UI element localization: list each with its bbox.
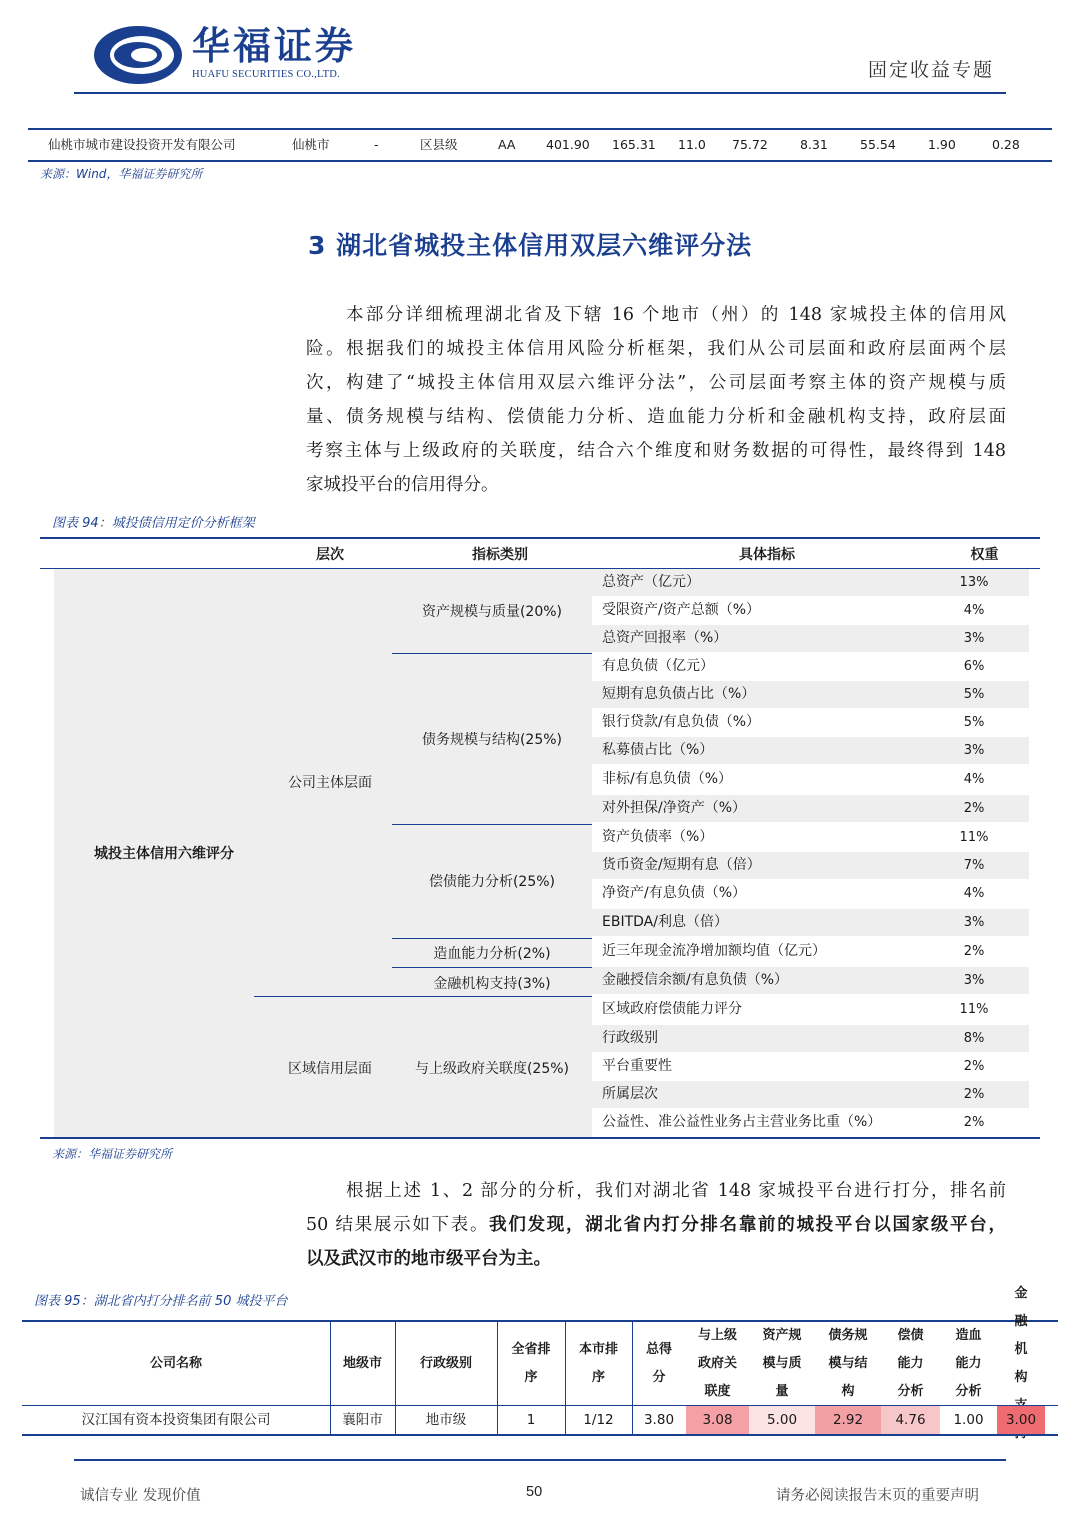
indicator-weight: 11% [959, 830, 989, 845]
indicator-name: 银行贷款/有息负债（%） [602, 714, 761, 730]
paragraph-line: 险。根据我们的城投主体信用风险分析框架，我们从公司层面和政府层面两个层 [306, 339, 1006, 359]
indicator-row [592, 967, 1029, 994]
indicator-name: 私募债占比（%） [602, 742, 714, 758]
column-header: 造血能力分析 [955, 1327, 982, 1399]
cell-dash: - [374, 137, 379, 152]
indicator-row [592, 824, 1029, 851]
ranking-cell: 4.76 [881, 1406, 940, 1434]
indicator-name: 净资产/有息负债（%） [602, 885, 747, 901]
category-cashflow: 造血能力分析(2%) [433, 946, 551, 962]
column-header: 全省排序 [511, 1341, 551, 1385]
ranking-cell: 2.92 [815, 1406, 881, 1434]
indicator-name: 非标/有息负债（%） [602, 771, 733, 787]
ranking-cell: 3.08 [686, 1406, 749, 1434]
indicator-name: 公益性、准公益性业务占主营业务比重（%） [602, 1114, 882, 1130]
paragraph-line: 根据上述 1、2 部分的分析，我们对湖北省 148 家城投平台进行打分，排名前 [346, 1181, 1006, 1201]
indicator-weight: 2% [963, 944, 985, 959]
header-category: 指标类别 [472, 547, 528, 563]
header-weight: 权重 [970, 547, 999, 563]
paragraph-line: 考察主体与上级政府的关联度，结合六个维度和财务数据的可得性，最终得到 148 [306, 441, 1006, 461]
figure-94-source: 来源：华福证券研究所 [52, 1147, 173, 1161]
indicator-weight: 4% [963, 772, 985, 787]
indicator-name: 所属层次 [602, 1086, 658, 1102]
intro-paragraph [306, 298, 1006, 502]
category-solvency: 偿债能力分析(25%) [428, 874, 556, 890]
indicator-weight: 3% [963, 973, 985, 988]
cell-value: 1.90 [928, 137, 956, 152]
indicator-name: 行政级别 [602, 1030, 658, 1046]
indicator-weight: 2% [963, 801, 985, 816]
indicator-weight: 2% [963, 1115, 985, 1130]
indicator-weight: 3% [963, 743, 985, 758]
column-header: 地级市 [342, 1355, 382, 1371]
cell-company: 仙桃市城市建设投资开发有限公司 [48, 137, 236, 152]
category-debt: 债务规模与结构(25%) [421, 732, 563, 748]
indicator-row [592, 737, 1029, 764]
footer-disclaimer: 请务必阅读报告末页的重要声明 [776, 1488, 979, 1504]
figure-94-caption: 图表 94：城投债信用定价分析框架 [52, 516, 255, 531]
cell-value: 8.31 [800, 137, 828, 152]
indicator-row [592, 597, 1029, 624]
indicator-row [592, 938, 1029, 965]
indicator-weight: 13% [959, 575, 989, 590]
indicator-weight: 3% [963, 631, 985, 646]
paragraph-text: 50 结果展示如下表。 [306, 1215, 490, 1235]
indicator-row [592, 625, 1029, 652]
paragraph-line: 本部分详细梳理湖北省及下辖 16 个地市（州）的 148 家城投主体的信用风 [346, 305, 1006, 325]
ranking-cell: 1 [526, 1412, 536, 1428]
ranking-cell: 5.00 [749, 1406, 815, 1434]
indicator-row [592, 1053, 1029, 1080]
footer-slogan: 诚信专业 发现价值 [80, 1488, 201, 1504]
ranking-cell: 1.00 [940, 1406, 997, 1434]
ranking-cell: 汉江国有资本投资集团有限公司 [81, 1412, 271, 1428]
indicator-weight: 4% [963, 886, 985, 901]
indicator-name: 平台重要性 [602, 1058, 672, 1074]
indicator-weight: 4% [963, 603, 985, 618]
paragraph-line: 次，构建了“城投主体信用双层六维评分法”，公司层面考察主体的资产规模与质 [306, 373, 1006, 393]
column-header: 资产规模与质量 [762, 1327, 802, 1399]
paragraph-line: 家城投平台的信用得分。 [306, 475, 499, 495]
indicator-name: 短期有息负债占比（%） [602, 686, 756, 702]
indicator-name: 有息负债（亿元） [602, 658, 714, 674]
logo-english-name: HUAFU SECURITIES CO.,LTD. [192, 69, 340, 80]
level-region: 区域信用层面 [288, 1061, 372, 1077]
level-company: 公司主体层面 [288, 775, 372, 791]
ranking-cell: 3.00 [997, 1406, 1045, 1434]
indicator-row [592, 681, 1029, 708]
column-header: 本市排序 [578, 1341, 618, 1385]
indicator-row [592, 766, 1029, 793]
column-header: 债务规模与结构 [828, 1327, 868, 1399]
indicator-row [592, 996, 1029, 1023]
category-financial: 金融机构支持(3%) [433, 976, 551, 992]
root-label: 城投主体信用六维评分 [94, 846, 234, 862]
indicator-row [592, 653, 1029, 680]
indicator-name: 总资产（亿元） [602, 574, 700, 590]
header-divider [74, 92, 1006, 94]
header-level: 层次 [316, 547, 344, 563]
indicator-row [592, 569, 1029, 596]
ranking-cell: 襄阳市 [342, 1412, 383, 1428]
cell-value: 165.31 [612, 137, 656, 152]
column-header: 公司名称 [149, 1355, 202, 1371]
column-header: 与上级政府关联度 [698, 1327, 738, 1399]
figure-95-caption: 图表 95：湖北省内打分排名前 50 城投平台 [34, 1294, 288, 1309]
paragraph-bold: 以及武汉市的地市级平台为主。 [306, 1249, 551, 1269]
paragraph-line: 量、债务规模与结构、偿债能力分析、造血能力分析和金融机构支持，政府层面 [306, 407, 1006, 427]
indicator-weight: 2% [963, 1059, 985, 1074]
page-number: 50 [526, 1484, 543, 1500]
top-table-source: 来源：Wind，华福证券研究所 [40, 167, 203, 181]
cell-value: 11.0 [678, 137, 706, 152]
indicator-row [592, 1025, 1029, 1052]
indicator-name: 金融授信余额/有息负债（%） [602, 972, 789, 988]
indicator-name: 总资产回报率（%） [602, 630, 728, 646]
indicator-name: 资产负债率（%） [602, 829, 714, 845]
category-government: 与上级政府关联度(25%) [414, 1061, 570, 1077]
column-header: 金 机构 [1014, 1285, 1028, 1385]
document-type: 固定收益专题 [868, 59, 995, 81]
indicator-weight: 5% [963, 687, 985, 702]
indicator-weight: 3% [963, 915, 985, 930]
indicator-name: 区域政府偿债能力评分 [602, 1001, 742, 1017]
indicator-row [592, 709, 1029, 736]
indicator-row [592, 1109, 1029, 1136]
logo-chinese-name: 华福证券 [192, 24, 357, 68]
indicator-row [592, 852, 1029, 879]
indicator-name: 近三年现金流净增加额均值（亿元） [602, 943, 826, 959]
indicator-row [592, 909, 1029, 936]
indicator-weight: 7% [963, 858, 985, 873]
paragraph-bold: 我们发现，湖北省内打分排名靠前的城投平台以国家级平台， [489, 1215, 1006, 1235]
indicator-row [592, 795, 1029, 822]
results-paragraph [306, 1174, 1006, 1276]
indicator-name: EBITDA/利息（倍） [602, 914, 728, 930]
section-title: 3 湖北省城投主体信用双层六维评分法 [308, 231, 753, 260]
column-header: 总得分 [645, 1341, 672, 1385]
ranking-cell: 1/12 [583, 1412, 614, 1428]
cell-city: 仙桃市 [292, 137, 330, 152]
cell-rating: AA [498, 137, 516, 152]
indicator-name: 货币资金/短期有息（倍） [602, 857, 761, 873]
indicator-name: 受限资产/资产总额（%） [602, 602, 761, 618]
indicator-row [592, 880, 1029, 907]
cell-value: 0.28 [992, 137, 1020, 152]
indicator-weight: 11% [959, 1002, 989, 1017]
cell-value: 55.54 [860, 137, 896, 152]
footer-divider [74, 1459, 1006, 1461]
company-logo-icon [92, 24, 184, 86]
indicator-weight: 6% [963, 659, 985, 674]
ranking-cell: 地市级 [425, 1412, 467, 1428]
header-indicator: 具体指标 [739, 547, 795, 563]
cell-level: 区县级 [420, 137, 458, 152]
previous-table-last-row [28, 128, 1052, 162]
indicator-name: 对外担保/净资产（%） [602, 800, 747, 816]
cell-value: 75.72 [732, 137, 768, 152]
indicator-weight: 5% [963, 715, 985, 730]
indicator-weight: 2% [963, 1087, 985, 1102]
cell-value: 401.90 [546, 137, 590, 152]
column-header: 行政级别 [419, 1355, 472, 1371]
ranking-cell: 3.80 [643, 1412, 675, 1428]
category-asset: 资产规模与质量(20%) [421, 604, 563, 620]
column-header: 偿债能力分析 [897, 1327, 924, 1399]
indicator-weight: 8% [963, 1031, 985, 1046]
indicator-row [592, 1081, 1029, 1108]
